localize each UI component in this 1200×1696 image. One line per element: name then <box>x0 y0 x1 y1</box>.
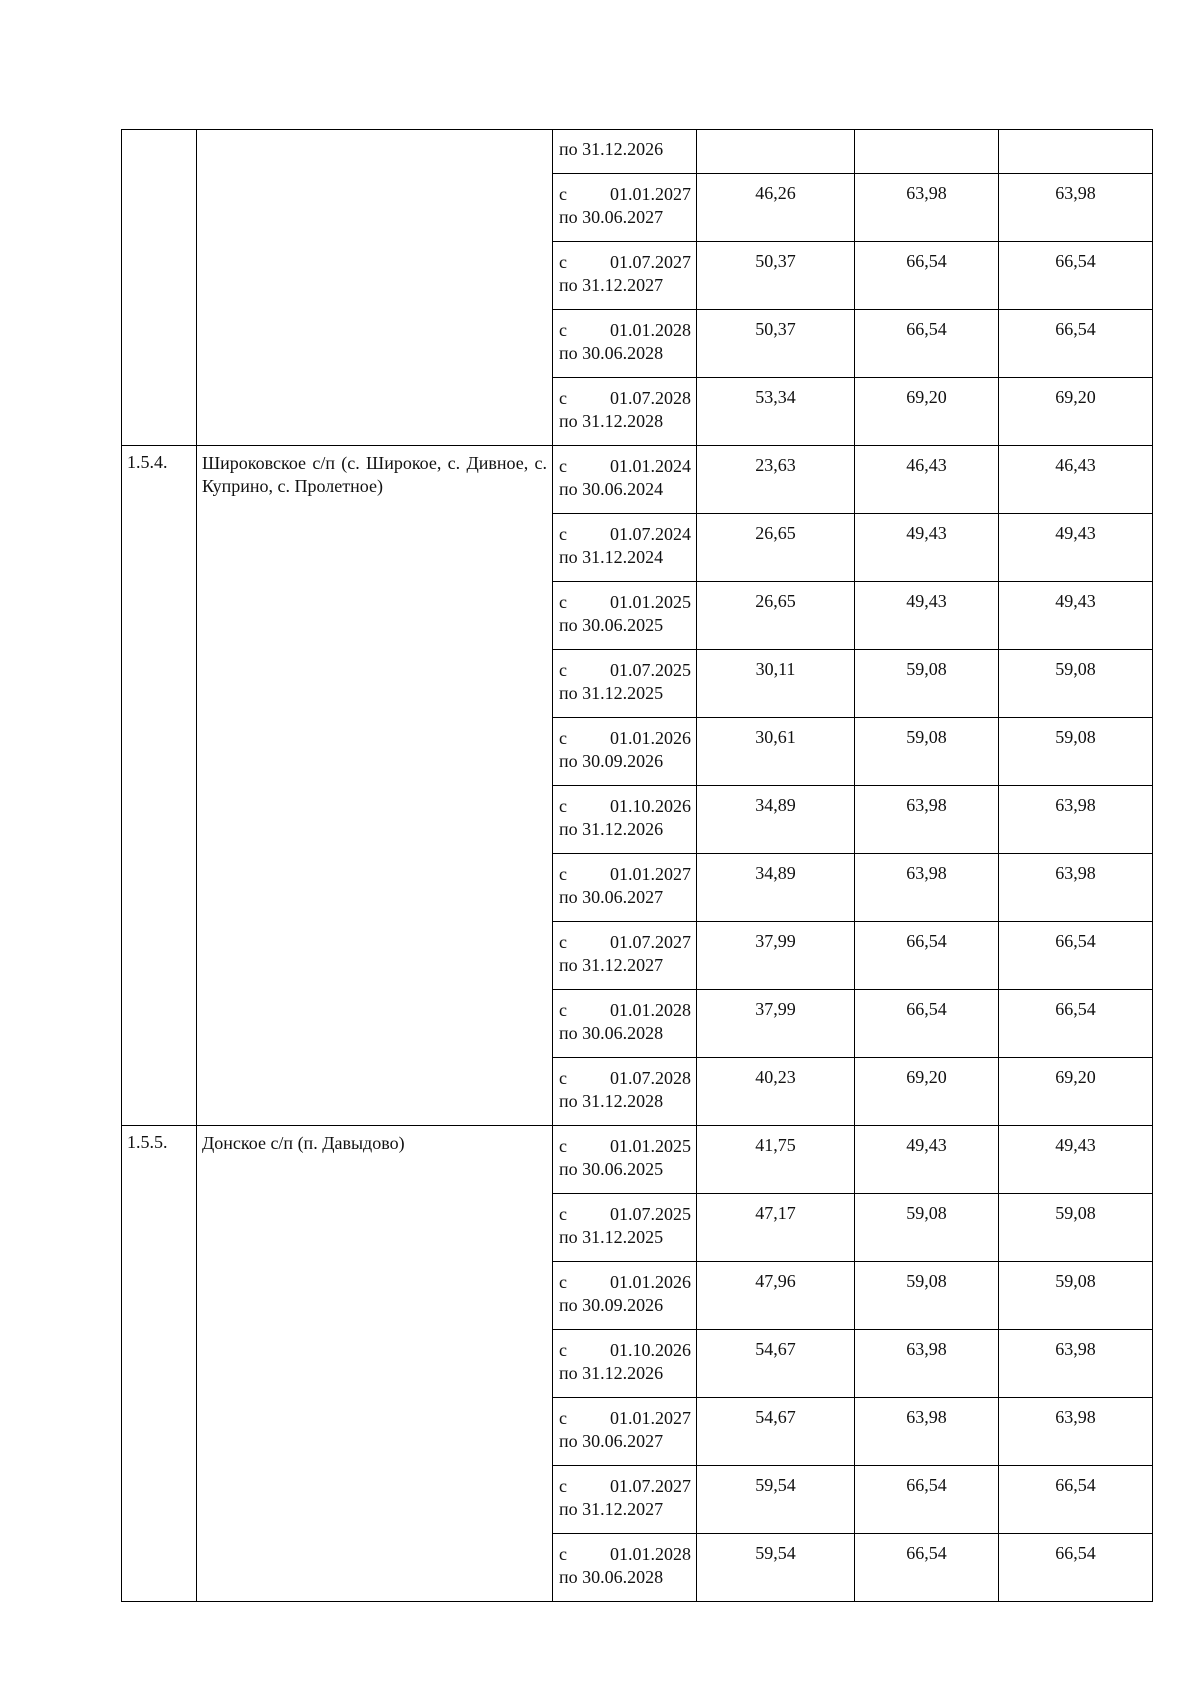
period-prefix: с <box>559 252 567 272</box>
tariff-value-1 <box>697 130 855 174</box>
tariff-value-3: 66,54 <box>999 990 1153 1058</box>
tariff-value-1: 53,34 <box>697 378 855 446</box>
period-start-date: 01.01.2025 <box>610 592 691 612</box>
tariff-value-2: 49,43 <box>855 514 999 582</box>
item-number <box>122 130 197 446</box>
period-start-date: 01.07.2027 <box>610 252 691 272</box>
tariff-value-2: 49,43 <box>855 1126 999 1194</box>
tariff-value-2: 59,08 <box>855 718 999 786</box>
tariff-value-2: 66,54 <box>855 990 999 1058</box>
table-row <box>122 446 1153 514</box>
tariff-value-1: 37,99 <box>697 990 855 1058</box>
tariff-value-3: 59,08 <box>999 1194 1153 1262</box>
tariff-value-3: 63,98 <box>999 174 1153 242</box>
item-number: 1.5.5. <box>122 1126 197 1602</box>
period-cell <box>553 174 697 242</box>
settlement-name <box>197 130 553 446</box>
period-cell <box>553 582 697 650</box>
period-prefix: с <box>559 1476 567 1496</box>
tariff-value-2: 66,54 <box>855 1466 999 1534</box>
settlement-name: Широковское с/п (с. Широкое, с. Дивное, с. Куприно, с. Пролетное) <box>197 446 553 1126</box>
period-end-date: по 31.12.2025 <box>559 683 664 703</box>
period-start-date: 01.10.2026 <box>610 796 691 816</box>
period-start-date: 01.07.2028 <box>610 388 691 408</box>
period-prefix: с <box>559 592 567 612</box>
tariff-value-2: 63,98 <box>855 174 999 242</box>
period-cell <box>553 786 697 854</box>
period-start-date: 01.01.2027 <box>610 184 691 204</box>
period-start <box>559 183 691 206</box>
tariff-value-2: 49,43 <box>855 582 999 650</box>
tariff-value-1: 54,67 <box>697 1330 855 1398</box>
period-prefix: с <box>559 1000 567 1020</box>
period-prefix: с <box>559 388 567 408</box>
period-cell <box>553 1262 697 1330</box>
period-start-date: 01.01.2026 <box>610 728 691 748</box>
tariff-value-2: 63,98 <box>855 1398 999 1466</box>
tariff-value-2: 59,08 <box>855 1194 999 1262</box>
tariff-value-1: 47,96 <box>697 1262 855 1330</box>
tariff-value-3: 59,08 <box>999 650 1153 718</box>
period-start-date: 01.01.2028 <box>610 320 691 340</box>
tariff-value-2: 59,08 <box>855 1262 999 1330</box>
period-start-date: 01.01.2028 <box>610 1000 691 1020</box>
period-start-date: 01.01.2027 <box>610 1408 691 1428</box>
period-start <box>559 795 691 818</box>
tariff-value-3 <box>999 130 1153 174</box>
period-cell <box>553 650 697 718</box>
period-start <box>559 319 691 342</box>
period-start <box>559 931 691 954</box>
tariff-value-3: 49,43 <box>999 514 1153 582</box>
period-start-date: 01.07.2027 <box>610 932 691 952</box>
period-prefix: с <box>559 1136 567 1156</box>
period-start-date: 01.07.2025 <box>610 1204 691 1224</box>
period-start-date: 01.01.2024 <box>610 456 691 476</box>
period-end-date: по 31.12.2024 <box>559 547 664 567</box>
period-start <box>559 1475 691 1498</box>
tariff-value-3: 59,08 <box>999 1262 1153 1330</box>
period-prefix: с <box>559 1204 567 1224</box>
period-end-date: по 30.06.2025 <box>559 615 664 635</box>
tariff-value-3: 49,43 <box>999 1126 1153 1194</box>
period-end-date: по 31.12.2027 <box>559 955 664 975</box>
period-prefix: с <box>559 456 567 476</box>
tariff-value-1: 23,63 <box>697 446 855 514</box>
period-end-date: по 31.12.2025 <box>559 1227 664 1247</box>
period-end-date: по 31.12.2027 <box>559 1499 664 1519</box>
period-end-date: по 30.06.2028 <box>559 1567 664 1587</box>
period-end-date: по 31.12.2028 <box>559 411 664 431</box>
period-cell <box>553 1330 697 1398</box>
period-prefix: с <box>559 660 567 680</box>
period-prefix: с <box>559 1544 567 1564</box>
period-end-date: по 31.12.2026 <box>559 819 664 839</box>
period-start <box>559 591 691 614</box>
period-start <box>559 1339 691 1362</box>
tariff-value-2: 63,98 <box>855 1330 999 1398</box>
period-end-date: по 31.12.2026 <box>559 1363 664 1383</box>
period-start <box>559 387 691 410</box>
period-start-date: 01.07.2024 <box>610 524 691 544</box>
tariff-value-1: 34,89 <box>697 786 855 854</box>
tariff-value-3: 49,43 <box>999 582 1153 650</box>
tariff-value-1: 34,89 <box>697 854 855 922</box>
period-prefix: с <box>559 728 567 748</box>
period-end-date: по 30.06.2024 <box>559 479 664 499</box>
period-prefix: с <box>559 1340 567 1360</box>
period-prefix: с <box>559 1068 567 1088</box>
tariff-value-3: 66,54 <box>999 1466 1153 1534</box>
tariff-value-2: 66,54 <box>855 242 999 310</box>
period-cell <box>553 990 697 1058</box>
period-cell <box>553 922 697 990</box>
tariff-value-2: 63,98 <box>855 854 999 922</box>
tariff-value-2: 69,20 <box>855 378 999 446</box>
period-cell <box>553 1466 697 1534</box>
period-start <box>559 1407 691 1430</box>
tariff-value-1: 30,61 <box>697 718 855 786</box>
tariff-value-3: 63,98 <box>999 1330 1153 1398</box>
period-prefix: с <box>559 796 567 816</box>
period-end-date: по 30.06.2027 <box>559 1431 664 1451</box>
period-start-date: 01.01.2027 <box>610 864 691 884</box>
period-start-date: 01.01.2026 <box>610 1272 691 1292</box>
period-start-date: 01.01.2025 <box>610 1136 691 1156</box>
tariff-value-1: 41,75 <box>697 1126 855 1194</box>
tariff-value-1: 47,17 <box>697 1194 855 1262</box>
period-cell <box>553 310 697 378</box>
tariff-value-3: 59,08 <box>999 718 1153 786</box>
tariff-value-2 <box>855 130 999 174</box>
period-cell <box>553 514 697 582</box>
period-start-date: 01.07.2027 <box>610 1476 691 1496</box>
tariff-table-body <box>122 130 1153 1602</box>
period-prefix: с <box>559 864 567 884</box>
period-end-date: по 30.09.2026 <box>559 751 664 771</box>
period-start <box>559 659 691 682</box>
table-row <box>122 130 1153 174</box>
period-cell <box>553 446 697 514</box>
period-prefix: с <box>559 1272 567 1292</box>
period-start-date: 01.07.2025 <box>610 660 691 680</box>
table-row <box>122 1126 1153 1194</box>
period-prefix: с <box>559 524 567 544</box>
period-end-date: по 31.12.2027 <box>559 275 664 295</box>
period-start <box>559 523 691 546</box>
tariff-value-1: 59,54 <box>697 1534 855 1602</box>
period-cell <box>553 1534 697 1602</box>
period-cell <box>553 378 697 446</box>
period-start <box>559 1543 691 1566</box>
period-prefix: с <box>559 320 567 340</box>
period-prefix: с <box>559 184 567 204</box>
period-cell <box>553 854 697 922</box>
item-number: 1.5.4. <box>122 446 197 1126</box>
settlement-name: Донское с/п (п. Давыдово) <box>197 1126 553 1602</box>
period-start <box>559 863 691 886</box>
period-end-date: по 30.09.2026 <box>559 1295 664 1315</box>
period-end-date: по 30.06.2027 <box>559 887 664 907</box>
tariff-value-3: 66,54 <box>999 1534 1153 1602</box>
period-end-date: по 30.06.2028 <box>559 1023 664 1043</box>
tariff-value-3: 69,20 <box>999 1058 1153 1126</box>
tariff-value-3: 46,43 <box>999 446 1153 514</box>
tariff-value-1: 30,11 <box>697 650 855 718</box>
period-start <box>559 1067 691 1090</box>
tariff-value-1: 50,37 <box>697 242 855 310</box>
period-cell <box>553 1058 697 1126</box>
period-start <box>559 1203 691 1226</box>
period-cell <box>553 718 697 786</box>
tariff-value-2: 66,54 <box>855 310 999 378</box>
tariff-value-2: 69,20 <box>855 1058 999 1126</box>
period-start <box>559 727 691 750</box>
period-end-date: по 31.12.2028 <box>559 1091 664 1111</box>
tariff-value-3: 66,54 <box>999 242 1153 310</box>
tariff-value-1: 40,23 <box>697 1058 855 1126</box>
period-start-date: 01.01.2028 <box>610 1544 691 1564</box>
tariff-value-2: 63,98 <box>855 786 999 854</box>
tariff-table <box>121 129 1153 1602</box>
period-start <box>559 251 691 274</box>
period-cell <box>553 242 697 310</box>
tariff-value-3: 63,98 <box>999 854 1153 922</box>
tariff-value-2: 66,54 <box>855 1534 999 1602</box>
period-cell <box>553 1194 697 1262</box>
tariff-value-1: 26,65 <box>697 582 855 650</box>
tariff-value-3: 66,54 <box>999 922 1153 990</box>
tariff-value-3: 63,98 <box>999 786 1153 854</box>
tariff-value-1: 54,67 <box>697 1398 855 1466</box>
tariff-value-2: 46,43 <box>855 446 999 514</box>
period-start-date: 01.10.2026 <box>610 1340 691 1360</box>
tariff-value-2: 66,54 <box>855 922 999 990</box>
tariff-value-1: 26,65 <box>697 514 855 582</box>
period-start <box>559 455 691 478</box>
tariff-value-1: 46,26 <box>697 174 855 242</box>
period-end-date: по 30.06.2028 <box>559 343 664 363</box>
period-prefix: с <box>559 932 567 952</box>
period-cell <box>553 1398 697 1466</box>
tariff-value-1: 59,54 <box>697 1466 855 1534</box>
tariff-value-3: 66,54 <box>999 310 1153 378</box>
tariff-value-2: 59,08 <box>855 650 999 718</box>
period-start <box>559 999 691 1022</box>
period-start-date: 01.07.2028 <box>610 1068 691 1088</box>
period-cell <box>553 130 697 174</box>
period-prefix: с <box>559 1408 567 1428</box>
period-cell <box>553 1126 697 1194</box>
period-end-date: по 30.06.2025 <box>559 1159 664 1179</box>
tariff-value-3: 69,20 <box>999 378 1153 446</box>
tariff-value-1: 37,99 <box>697 922 855 990</box>
period-start <box>559 1271 691 1294</box>
period-end-date: по 30.06.2027 <box>559 207 664 227</box>
tariff-value-1: 50,37 <box>697 310 855 378</box>
tariff-value-3: 63,98 <box>999 1398 1153 1466</box>
period-start <box>559 1135 691 1158</box>
period-end-date: по 31.12.2026 <box>559 139 664 159</box>
